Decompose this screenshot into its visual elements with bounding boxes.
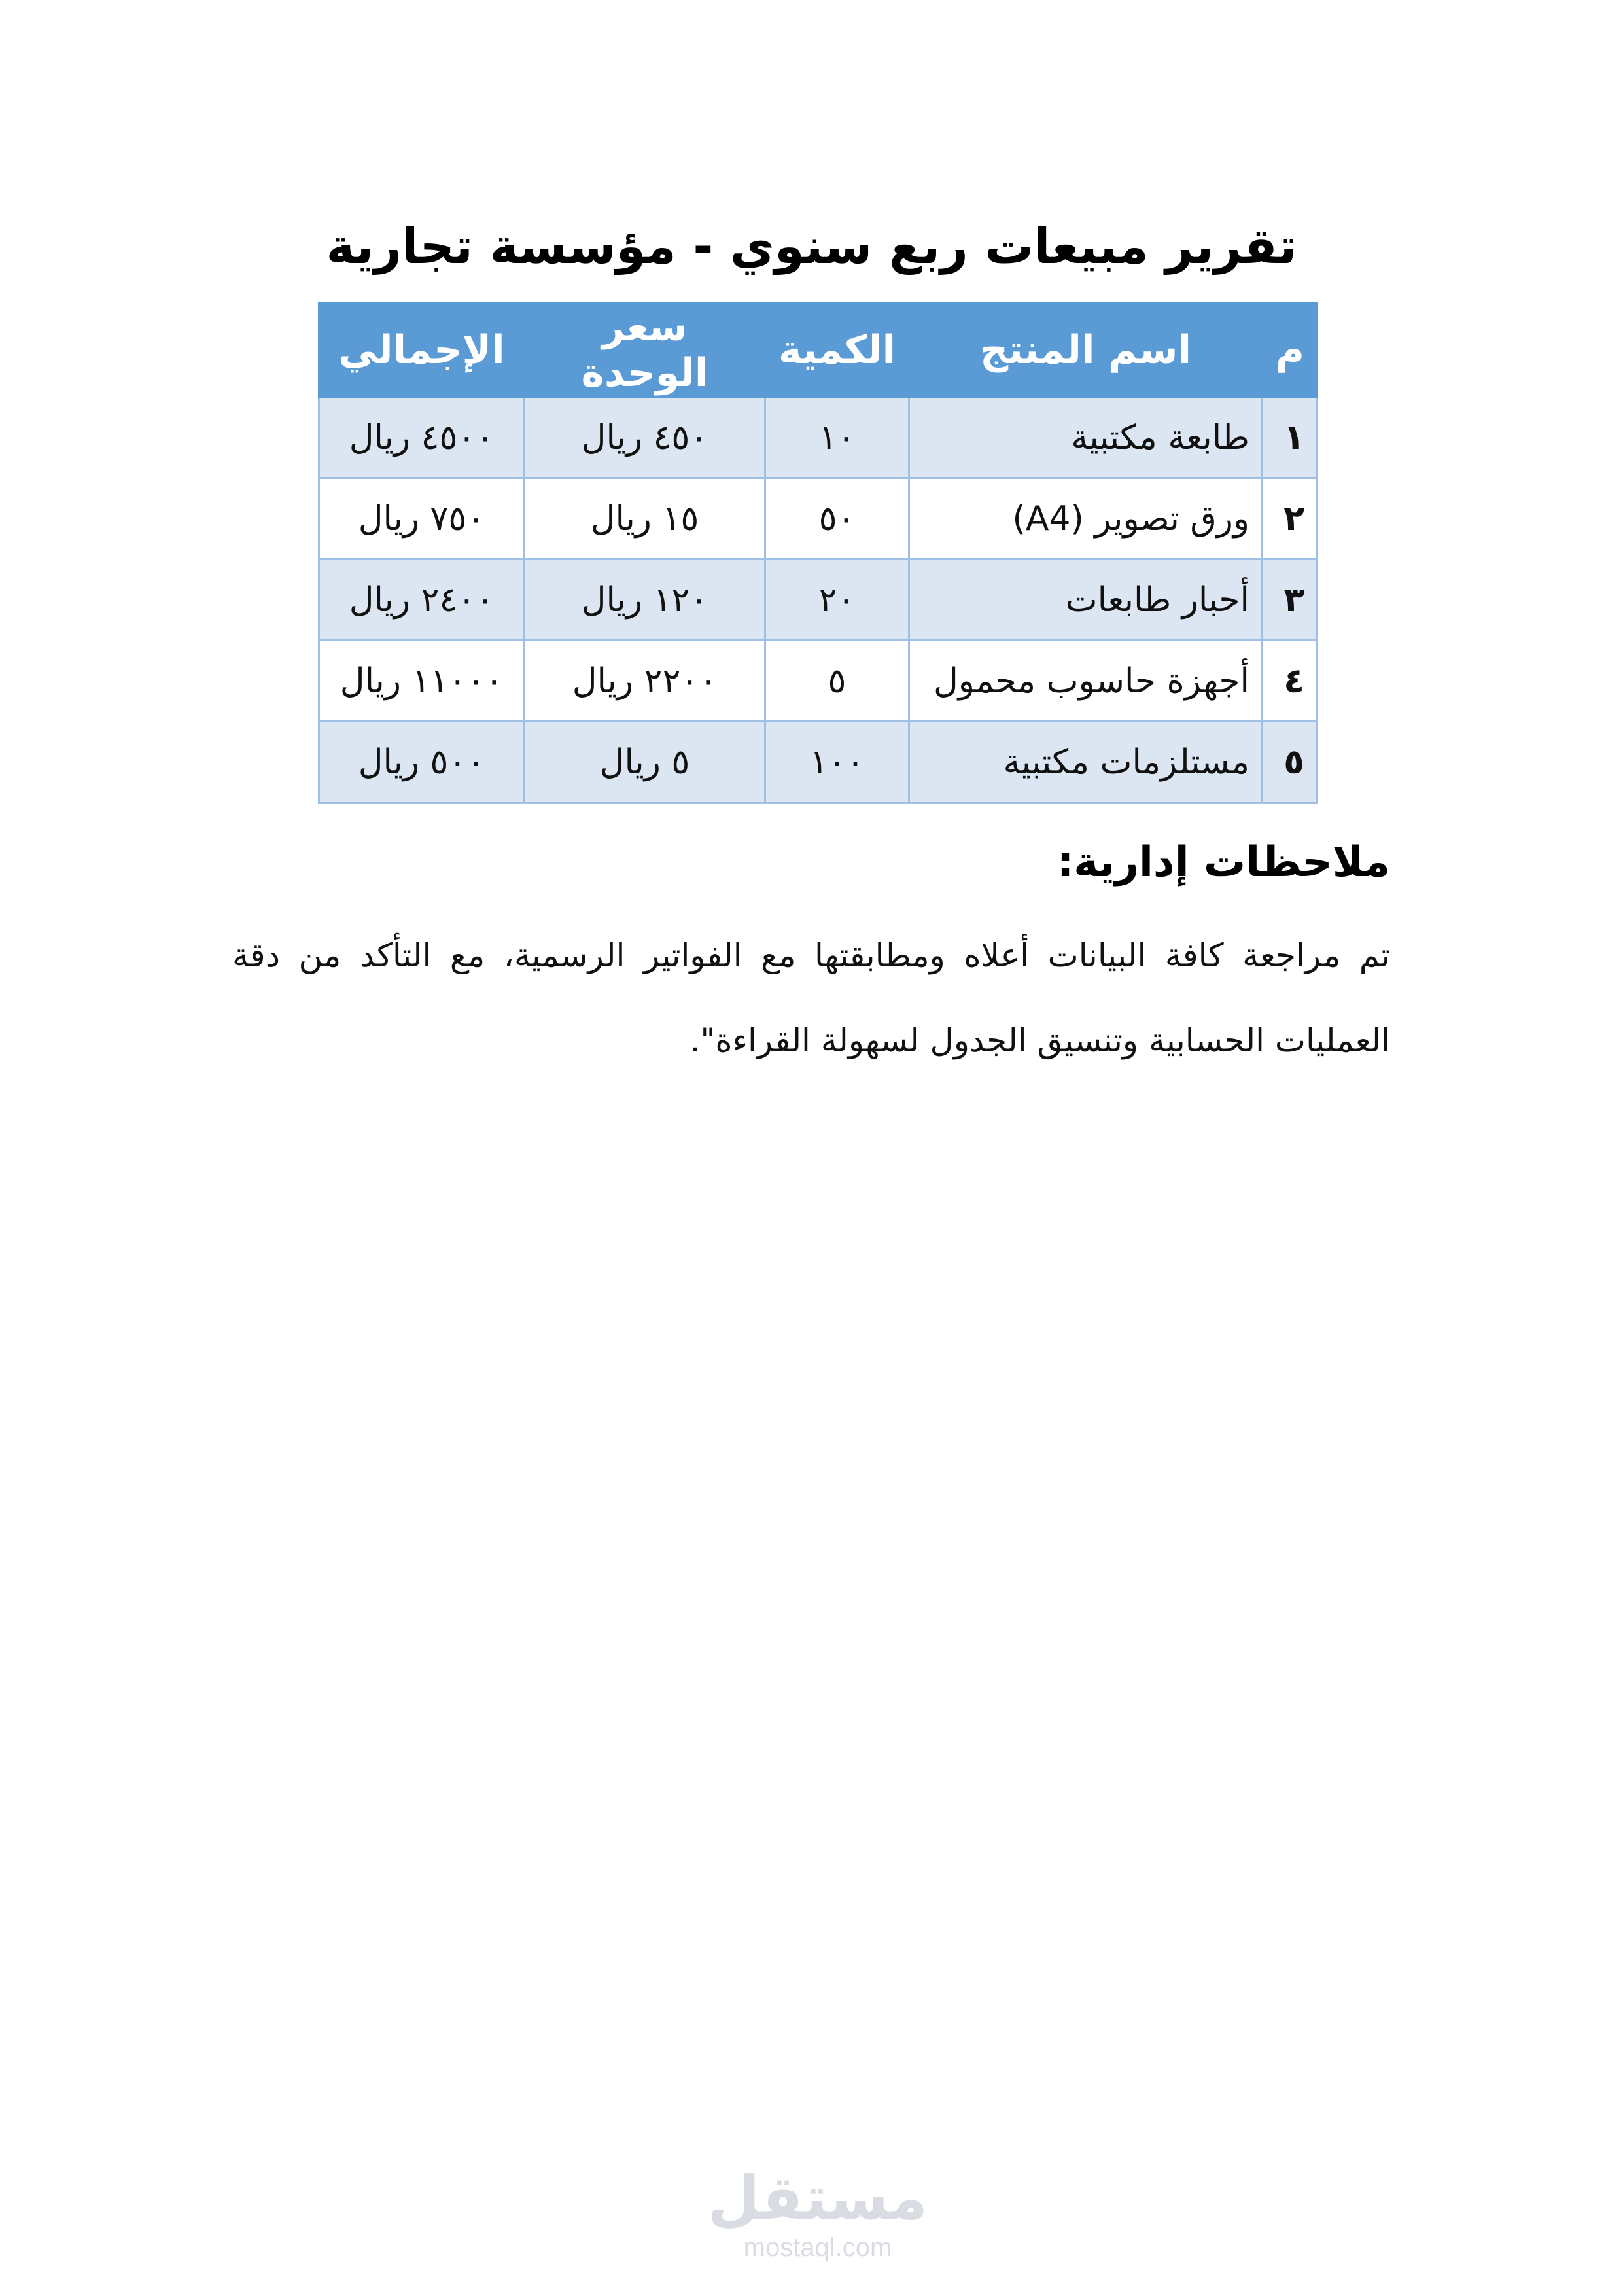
cell-quantity: ٥ <box>765 641 909 722</box>
watermark-url: mostaql.com <box>743 2233 892 2262</box>
cell-unit-price: ١٢٠ ريال <box>525 559 765 641</box>
cell-product: أحبار طابعات <box>909 559 1263 641</box>
cell-total: ٢٤٠٠ ريال <box>319 559 525 641</box>
cell-unit-price: ٢٢٠٠ ريال <box>525 641 765 722</box>
cell-total: ٤٥٠٠ ريال <box>319 397 525 478</box>
table-body <box>319 397 1318 803</box>
cell-unit-price: ٤٥٠ ريال <box>525 397 765 478</box>
cell-unit-price: ١٥ ريال <box>525 478 765 559</box>
table-row <box>319 722 1318 803</box>
cell-index: ٢ <box>1263 478 1318 559</box>
table-row <box>319 397 1318 478</box>
cell-unit-price: ٥ ريال <box>525 722 765 803</box>
cell-quantity: ١٠ <box>765 397 909 478</box>
cell-index: ١ <box>1263 397 1318 478</box>
cell-quantity: ٢٠ <box>765 559 909 641</box>
notes-heading: ملاحظات إدارية: <box>1056 838 1390 887</box>
header-index: م <box>1263 304 1318 397</box>
watermark-logo: مستقل <box>707 2163 928 2233</box>
cell-product: طابعة مكتبية <box>909 397 1263 478</box>
cell-product: ورق تصوير (A4) <box>909 478 1263 559</box>
table-row <box>319 641 1318 722</box>
sales-table <box>318 302 1318 804</box>
table-row <box>319 559 1318 641</box>
watermark <box>707 2163 929 2264</box>
cell-product: مستلزمات مكتبية <box>909 722 1263 803</box>
cell-index: ٣ <box>1263 559 1318 641</box>
table-header <box>319 304 1318 397</box>
header-unit-price: سعر الوحدة <box>525 304 765 397</box>
cell-total: ١١٠٠٠ ريال <box>319 641 525 722</box>
table-row <box>319 478 1318 559</box>
notes-paragraph: تم مراجعة كافة البيانات أعلاه ومطابقتها مع الفواتير الرسمية، مع التأكد من دقة العمليات الحسابية وتنسيق الجدول لسهولة القراءة". <box>232 936 1390 1059</box>
cell-quantity: ١٠٠ <box>765 722 909 803</box>
cell-index: ٥ <box>1263 722 1318 803</box>
cell-total: ٧٥٠ ريال <box>319 478 525 559</box>
header-product: اسم المنتج <box>909 304 1263 397</box>
page-title: تقرير مبيعات ربع سنوي - مؤسسة تجارية <box>326 219 1297 275</box>
cell-total: ٥٠٠ ريال <box>319 722 525 803</box>
cell-quantity: ٥٠ <box>765 478 909 559</box>
cell-product: أجهزة حاسوب محمول <box>909 641 1263 722</box>
header-row <box>319 304 1318 397</box>
cell-index: ٤ <box>1263 641 1318 722</box>
header-total: الإجمالي <box>319 304 525 397</box>
header-quantity: الكمية <box>765 304 909 397</box>
